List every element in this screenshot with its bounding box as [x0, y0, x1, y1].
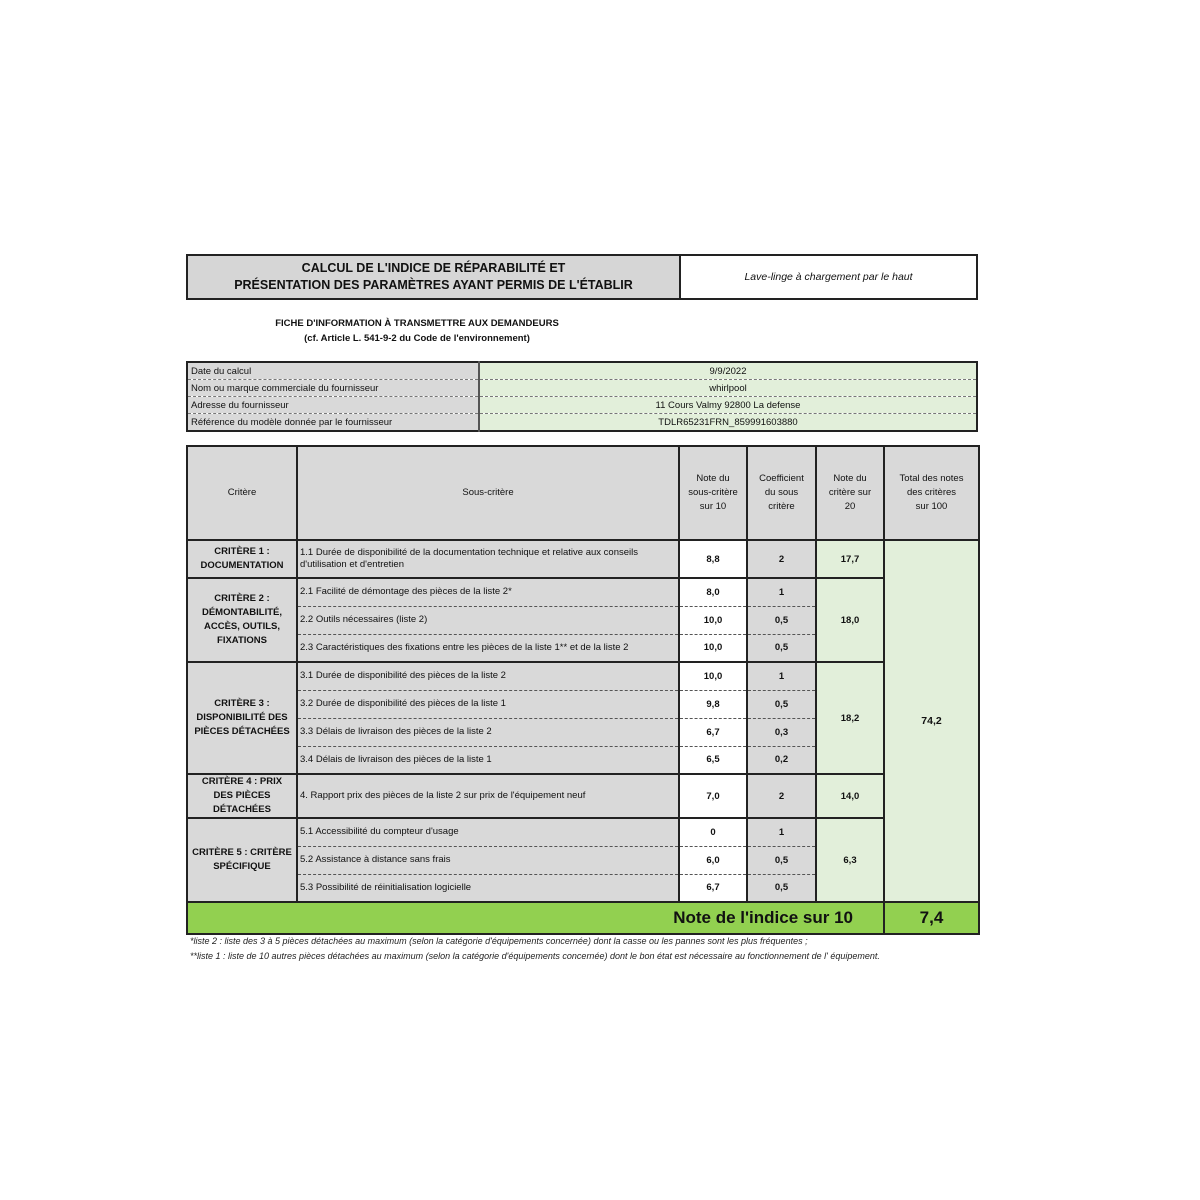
sub-criterion-coefficient: 0,5 — [747, 634, 816, 662]
info-value: 11 Cours Valmy 92800 La defense — [479, 397, 977, 414]
fiche-reference: (cf. Article L. 541-9-2 du Code de l'environnement) — [304, 333, 530, 344]
criterion-label-line: DÉMONTABILITÉ, — [201, 607, 283, 618]
sheet-header — [186, 254, 978, 300]
sub-criterion-note: 10,0 — [679, 606, 747, 634]
criterion-label-line: CRITÈRE 1 : — [214, 546, 270, 557]
criterion-2-label — [187, 578, 297, 662]
sub-criterion-text: 1.1 Durée de disponibilité de la documentation technique et relative aux conseils d'utilisation et d'entretien — [297, 540, 679, 578]
header-line: sous-critère — [688, 487, 738, 498]
header-line: 20 — [844, 501, 856, 512]
sub-criterion-text: 3.3 Délais de livraison des pièces de la liste 2 — [297, 718, 679, 746]
criterion-label-line: CRITÈRE 2 : — [214, 593, 270, 604]
info-label: Référence du modèle donnée par le fournisseur — [187, 414, 479, 432]
criterion-note-20: 17,7 — [816, 540, 884, 578]
sub-criterion-note: 7,0 — [679, 774, 747, 818]
header-line: critère — [768, 501, 795, 512]
sub-criterion-coefficient: 0,5 — [747, 874, 816, 902]
fiche-heading: FICHE D'INFORMATION À TRANSMETTRE AUX DEMANDEURS — [275, 318, 559, 329]
col-header-total — [884, 446, 979, 540]
sub-criterion-note: 6,5 — [679, 746, 747, 774]
sub-criterion-coefficient: 2 — [747, 540, 816, 578]
sub-criterion-text: 5.2 Assistance à distance sans frais — [297, 846, 679, 874]
info-row-address — [187, 397, 977, 414]
sub-criterion-coefficient: 1 — [747, 578, 816, 606]
total-score-100: 74,2 — [884, 540, 979, 902]
criterion-3-label — [187, 662, 297, 774]
sub-criterion-coefficient: 0,5 — [747, 606, 816, 634]
col-header-coefficient — [747, 446, 816, 540]
table-row — [187, 818, 979, 846]
criterion-label-line: CRITÈRE 5 : CRITÈRE — [192, 847, 292, 858]
criterion-label-line: DÉTACHÉES — [213, 804, 271, 815]
sub-criterion-coefficient: 2 — [747, 774, 816, 818]
sub-criterion-coefficient: 0,5 — [747, 846, 816, 874]
sheet-title-line2: PRÉSENTATION DES PARAMÈTRES AYANT PERMIS DE L'ÉTABLIR — [234, 278, 633, 292]
product-type: Lave-linge à chargement par le haut — [744, 271, 913, 283]
supplier-info-table — [186, 361, 978, 432]
col-header-note-critere — [816, 446, 884, 540]
header-line: Coefficient — [759, 473, 804, 484]
info-row-date — [187, 362, 977, 380]
sub-criterion-note: 6,7 — [679, 874, 747, 902]
criterion-label-line: SPÉCIFIQUE — [213, 861, 271, 872]
sub-criterion-note: 8,8 — [679, 540, 747, 578]
criterion-label-line: DES PIÈCES — [213, 790, 271, 801]
table-row — [187, 578, 979, 606]
criterion-5-label — [187, 818, 297, 902]
sub-criterion-note: 10,0 — [679, 662, 747, 690]
criterion-note-20: 18,0 — [816, 578, 884, 662]
sub-criterion-note: 6,7 — [679, 718, 747, 746]
sub-criterion-text: 5.3 Possibilité de réinitialisation logicielle — [297, 874, 679, 902]
sub-criterion-coefficient: 1 — [747, 662, 816, 690]
criterion-4-label — [187, 774, 297, 818]
header-line: Total des notes — [899, 473, 964, 484]
sub-criterion-text: 2.1 Facilité de démontage des pièces de la liste 2* — [297, 578, 679, 606]
sub-criterion-note: 0 — [679, 818, 747, 846]
sub-criterion-note: 9,8 — [679, 690, 747, 718]
criterion-label-line: ACCÈS, OUTILS, — [203, 621, 280, 632]
criterion-label-line: DISPONIBILITÉ DES — [196, 712, 288, 723]
header-line: critère sur — [828, 487, 872, 498]
info-value: whirlpool — [479, 380, 977, 397]
criterion-note-20: 18,2 — [816, 662, 884, 774]
sub-criterion-coefficient: 1 — [747, 818, 816, 846]
sub-criterion-text: 3.4 Délais de livraison des pièces de la liste 1 — [297, 746, 679, 774]
table-row — [187, 774, 979, 818]
col-header-critere: Critère — [187, 446, 297, 540]
sheet-title — [188, 256, 681, 298]
sub-criterion-text: 2.2 Outils nécessaires (liste 2) — [297, 606, 679, 634]
info-value: 9/9/2022 — [479, 362, 977, 380]
header-line: Note du — [696, 473, 730, 484]
sub-criterion-coefficient: 0,3 — [747, 718, 816, 746]
criteria-table — [186, 445, 980, 935]
criterion-label-line: PIÈCES DÉTACHÉES — [194, 726, 290, 737]
criterion-note-20: 6,3 — [816, 818, 884, 902]
header-line: des critères — [906, 487, 957, 498]
sub-criterion-note: 6,0 — [679, 846, 747, 874]
header-line: sur 10 — [699, 501, 727, 512]
table-row — [187, 662, 979, 690]
header-line: Note du — [833, 473, 867, 484]
col-header-note-sous — [679, 446, 747, 540]
criterion-note-20: 14,0 — [816, 774, 884, 818]
footnote-liste-2: *liste 2 : liste des 3 à 5 pièces détachées au maximum (selon la catégorie d'équipements concernée) dont la casse ou les pannes sont les plus fréquentes ; — [190, 936, 808, 946]
info-label: Nom ou marque commerciale du fournisseur — [187, 380, 479, 397]
final-score-row — [187, 902, 979, 934]
final-score-value: 7,4 — [884, 902, 979, 934]
header-line: sur 100 — [915, 501, 948, 512]
footnotes — [190, 934, 980, 964]
header-line: du sous — [764, 487, 799, 498]
footnote-liste-1: **liste 1 : liste de 10 autres pièces détachées au maximum (selon la catégorie d'équipements concernée) dont le bon état est nécessaire au fonctionnement de l' équipement. — [190, 951, 880, 961]
info-value: TDLR65231FRN_859991603880 — [479, 414, 977, 432]
table-row — [187, 540, 979, 578]
sub-criterion-text: 4. Rapport prix des pièces de la liste 2 sur prix de l'équipement neuf — [297, 774, 679, 818]
criterion-label-line: FIXATIONS — [217, 635, 267, 646]
final-score-label: Note de l'indice sur 10 — [187, 902, 884, 934]
sub-criterion-note: 10,0 — [679, 634, 747, 662]
table-header-row — [187, 446, 979, 540]
sub-criterion-text: 3.2 Durée de disponibilité des pièces de la liste 1 — [297, 690, 679, 718]
info-label: Date du calcul — [187, 362, 479, 380]
criterion-label-line: DOCUMENTATION — [200, 560, 284, 571]
info-row-model — [187, 414, 977, 432]
info-row-brand — [187, 380, 977, 397]
sub-criterion-coefficient: 0,5 — [747, 690, 816, 718]
sub-criterion-text: 5.1 Accessibilité du compteur d'usage — [297, 818, 679, 846]
sub-criterion-text: 2.3 Caractéristiques des fixations entre les pièces de la liste 1** et de la liste 2 — [297, 634, 679, 662]
info-label: Adresse du fournisseur — [187, 397, 479, 414]
criterion-1-label — [187, 540, 297, 578]
criterion-label-line: CRITÈRE 3 : — [214, 698, 270, 709]
sheet-title-line1: CALCUL DE L'INDICE DE RÉPARABILITÉ ET — [301, 261, 566, 275]
criterion-label-line: CRITÈRE 4 : PRIX — [201, 776, 283, 787]
sub-criterion-note: 8,0 — [679, 578, 747, 606]
sub-criterion-text: 3.1 Durée de disponibilité des pièces de la liste 2 — [297, 662, 679, 690]
sub-criterion-coefficient: 0,2 — [747, 746, 816, 774]
col-header-sous-critere: Sous-critère — [297, 446, 679, 540]
